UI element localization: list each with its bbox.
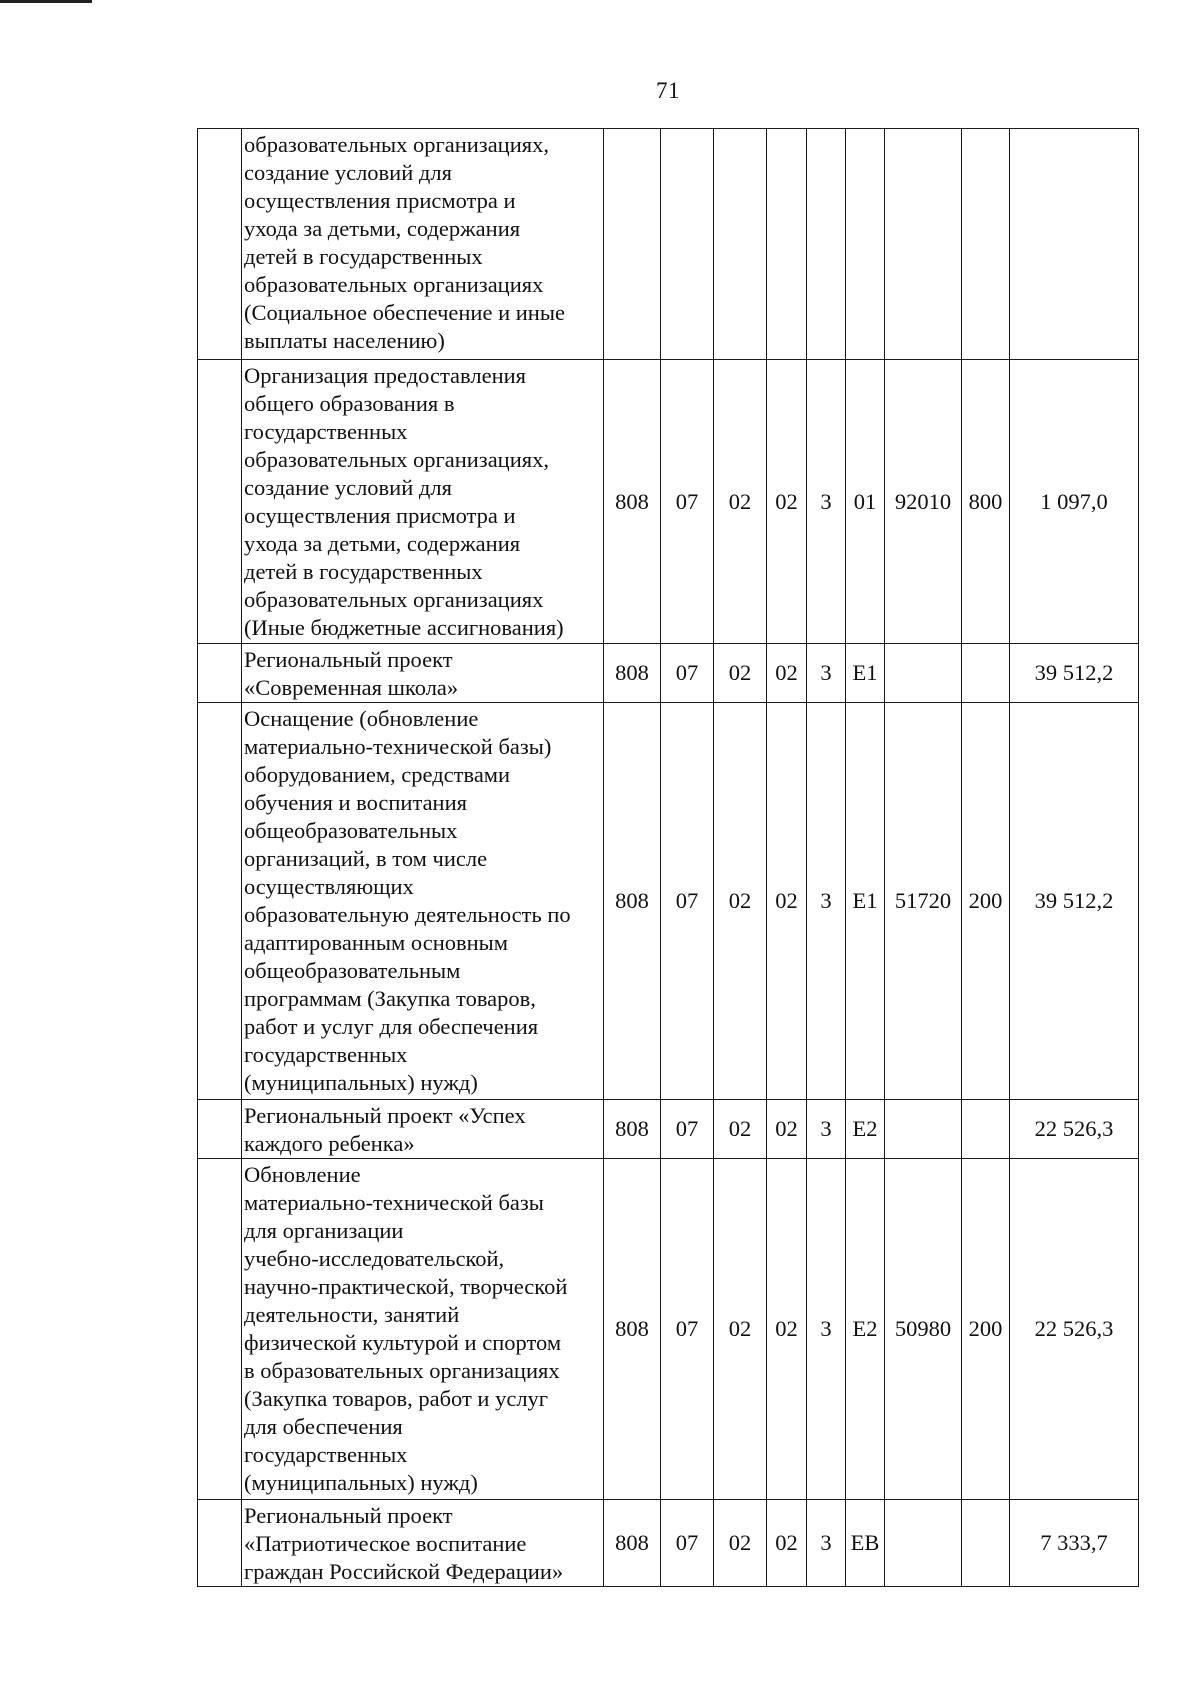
admin-code: 808 <box>604 703 661 1100</box>
row-description: Региональный проект «Современная школа» <box>242 644 604 703</box>
amount: 22 526,3 <box>1010 1100 1139 1159</box>
section-code: 07 <box>661 1500 714 1587</box>
subsection-code: 02 <box>714 644 767 703</box>
expense-type-code: 200 <box>962 1159 1010 1500</box>
subprogram-code: 3 <box>807 360 846 644</box>
row-number-cell <box>198 129 242 360</box>
admin-code: 808 <box>604 1100 661 1159</box>
subsection-code: 02 <box>714 1159 767 1500</box>
table-row <box>198 129 1139 360</box>
section-code: 07 <box>661 644 714 703</box>
direction-code: 51720 <box>885 703 962 1100</box>
subprogram-code: 3 <box>807 1500 846 1587</box>
subprogram-code: 3 <box>807 703 846 1100</box>
program-code: 02 <box>767 1159 807 1500</box>
table-row <box>198 703 1139 1100</box>
page-number: 71 <box>656 78 680 103</box>
amount: 39 512,2 <box>1010 703 1139 1100</box>
table-row <box>198 1100 1139 1159</box>
program-code: 02 <box>767 703 807 1100</box>
budget-table <box>197 128 1139 1587</box>
program-code: 02 <box>767 1500 807 1587</box>
main-event-code: E2 <box>846 1159 885 1500</box>
table-row <box>198 1159 1139 1500</box>
admin-code <box>604 129 661 360</box>
expense-type-code <box>962 1100 1010 1159</box>
subprogram-code: 3 <box>807 644 846 703</box>
amount: 22 526,3 <box>1010 1159 1139 1500</box>
subprogram-code: 3 <box>807 1100 846 1159</box>
admin-code: 808 <box>604 360 661 644</box>
row-description: образовательных организациях, создание условий для осуществления присмотра и ухода за детьми, содержания детей в государственных образовательных организациях (Социальное обеспечение и иные выплаты населению) <box>242 129 604 360</box>
subsection-code <box>714 129 767 360</box>
section-code <box>661 129 714 360</box>
program-code <box>767 129 807 360</box>
direction-code <box>885 129 962 360</box>
row-number-cell <box>198 644 242 703</box>
main-event-code: E2 <box>846 1100 885 1159</box>
amount: 1 097,0 <box>1010 360 1139 644</box>
expense-type-code: 800 <box>962 360 1010 644</box>
section-code: 07 <box>661 1100 714 1159</box>
amount: 7 333,7 <box>1010 1500 1139 1587</box>
direction-code: 50980 <box>885 1159 962 1500</box>
direction-code: 92010 <box>885 360 962 644</box>
program-code: 02 <box>767 644 807 703</box>
row-number-cell <box>198 703 242 1100</box>
subprogram-code: 3 <box>807 1159 846 1500</box>
expense-type-code <box>962 129 1010 360</box>
row-description: Региональный проект «Успех каждого ребенка» <box>242 1100 604 1159</box>
expense-type-code <box>962 1500 1010 1587</box>
table-row <box>198 1500 1139 1587</box>
direction-code <box>885 1100 962 1159</box>
amount <box>1010 129 1139 360</box>
main-event-code: E1 <box>846 703 885 1100</box>
admin-code: 808 <box>604 1159 661 1500</box>
admin-code: 808 <box>604 1500 661 1587</box>
row-description: Обновление материально-технической базы для организации учебно-исследовательской, научно-практической, творческой деятельности, занятий физической культурой и спортом в образовательных организациях (Закупка товаров, работ и услуг для обеспечения государственных (муниципальных) нужд) <box>242 1159 604 1500</box>
row-number-cell <box>198 1100 242 1159</box>
subprogram-code <box>807 129 846 360</box>
program-code: 02 <box>767 360 807 644</box>
main-event-code: E1 <box>846 644 885 703</box>
main-event-code: 01 <box>846 360 885 644</box>
expense-type-code: 200 <box>962 703 1010 1100</box>
amount: 39 512,2 <box>1010 644 1139 703</box>
direction-code <box>885 1500 962 1587</box>
section-code: 07 <box>661 360 714 644</box>
admin-code: 808 <box>604 644 661 703</box>
subsection-code: 02 <box>714 1500 767 1587</box>
table-row <box>198 360 1139 644</box>
main-event-code <box>846 129 885 360</box>
program-code: 02 <box>767 1100 807 1159</box>
row-number-cell <box>198 360 242 644</box>
table-row <box>198 644 1139 703</box>
direction-code <box>885 644 962 703</box>
subsection-code: 02 <box>714 1100 767 1159</box>
row-description: Организация предоставления общего образования в государственных образовательных организациях, создание условий для осуществления присмотра и ухода за детьми, содержания детей в государственных образовательных организациях (Иные бюджетные ассигнования) <box>242 360 604 644</box>
subsection-code: 02 <box>714 360 767 644</box>
row-description: Региональный проект «Патриотическое воспитание граждан Российской Федерации» <box>242 1500 604 1587</box>
expense-type-code <box>962 644 1010 703</box>
section-code: 07 <box>661 703 714 1100</box>
top-rule <box>0 0 92 3</box>
main-event-code: EB <box>846 1500 885 1587</box>
subsection-code: 02 <box>714 703 767 1100</box>
row-number-cell <box>198 1500 242 1587</box>
row-description: Оснащение (обновление материально-технической базы) оборудованием, средствами обучения и воспитания общеобразовательных организаций, в том числе осуществляющих образовательную деятельность по адаптированным основным общеобразовательным программам (Закупка товаров, работ и услуг для обеспечения государственных (муниципальных) нужд) <box>242 703 604 1100</box>
row-number-cell <box>198 1159 242 1500</box>
section-code: 07 <box>661 1159 714 1500</box>
